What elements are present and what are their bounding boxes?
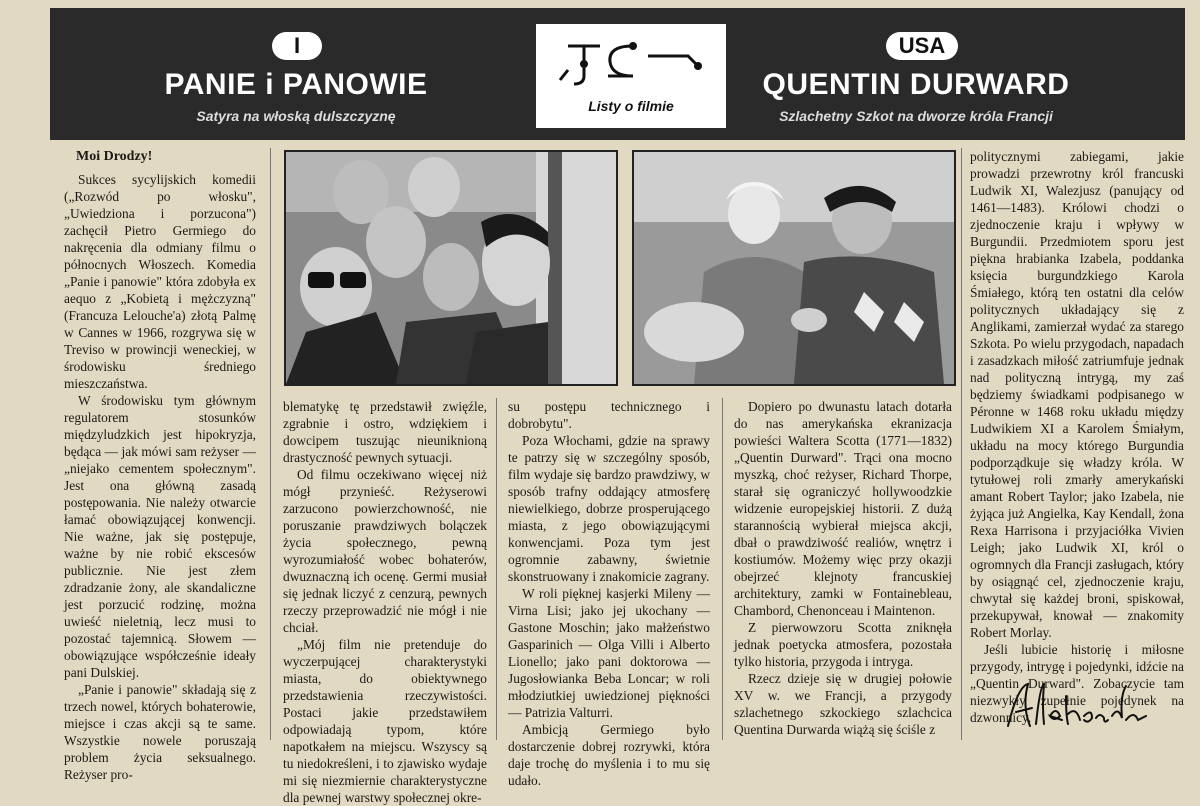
- paragraph: „Mój film nie pretenduje do wyczerpującej charakterystyki miasta, do obiektywnego przedstawienia rzeczywistości. Postaci jakie przedstawiłem odpowiadają typom, które napotkałem na miejscu. Wszyscy są tu niedokreśleni, i to zjawisko wydaje mi się niezmiernie charakterystyczne dla pewnej warstwy społecznej okre-: [283, 637, 487, 805]
- right-film-subtitle: Szlachetny Szkot na dworze króla Francji: [779, 108, 1053, 124]
- article-column-1: [64, 148, 256, 782]
- greeting: Moi Drodzy!: [76, 149, 153, 164]
- paragraph: Poza Włochami, gdzie na sprawy te patrzy się w szczególny sposób, film wydaje się bardzo prawdziwy, w sposób trafny oddający atmosferę niewielkiego, dobrze prosperującego miasta, z jego obowiązującymi konwencjami. Poza tym jest ogromnie zabawny, świetnie skonstruowany i znakomicie zagrany.: [508, 433, 710, 584]
- column-divider: [496, 398, 497, 740]
- right-film-title: QUENTIN DURWARD: [762, 68, 1070, 101]
- paragraph: Rzecz dzieje się w drugiej połowie XV w. we Francji, a przygody szlachetnego szkockiego szlachcica Quentina Durwarda wiążą się ściśle z: [734, 671, 952, 737]
- left-film-title: PANIE i PANOWIE: [164, 68, 428, 101]
- film-still-panie-i-panowie: [284, 150, 618, 386]
- column-divider: [961, 148, 962, 740]
- article-column-3: [508, 398, 710, 788]
- header-banner: [50, 8, 1185, 140]
- logo-caption: Listy o filmie: [588, 98, 674, 114]
- paragraph: politycznymi zabiegami, jakie prowadzi przewrotny król francuski Ludwik XI, Walezjusz (panujący od 1461—1483). Królowi chodzi o zjednoczenie kraju i wpływy w Burgundii. Przedmiotem sporu jest piękna hrabianka Izabela, poddanka księcia burgundzkiego Karola Śmiałego, którą ten ostatni dla celów politycznych układający się z Anglikami, zamierzał wydać za starego Szkota. Po wielu przygodach, napadach i zasadzkach miłość zatriumfuje jednak nad polityczną intrygą, my zaś będziemy świadkami podpisanego w Péronne w 1468 roku układu między Ludwikiem XI a Karolem Śmiałym, układu na mocy którego Burgundia podporządkuje się władzy króla. W tytułowej roli zmarły amerykański amant Robert Taylor; jako Izabela, nie żyjąca już Angielka, Kay Kendall, żona Rexa Harrisona i przyjaciółka Vivien Leigh; jako Ludwik XI, król o ogromnych dla Francji zasługach, który by osiągnąć cel, zjednoczenie kraju, chwytał się każdej broni, spiskował, przekupywał, knował — znakomity Robert Morlay.: [970, 149, 1184, 640]
- article-column-2: [283, 398, 487, 805]
- paragraph: Z pierwowzoru Scotta zniknęła jednak poetycka atmosfera, pozostała tylko historia, przygoda i intryga.: [734, 620, 952, 669]
- listy-o-filmie-logo: [536, 24, 726, 128]
- author-signature: [1000, 676, 1150, 736]
- column-divider: [270, 148, 271, 740]
- film-still-quentin-durward: [632, 150, 956, 386]
- paragraph: W roli pięknej kasjerki Mileny — Virna Lisi; jako jej ukochany — Gastone Moschin; jako małżeństwo Gasparinich — Olga Villi i Alberto Lionello; jako pani doktorowa — Jugosłowianka Beba Loncar; w roli młodziutkiej uwiedzionej piękności — Patrizia Valturri.: [508, 586, 710, 720]
- film-reel-logo-icon: [538, 26, 724, 96]
- article-column-4: [734, 398, 952, 740]
- paragraph: Od filmu oczekiwano więcej niż mógł przynieść. Reżyserowi zarzucono powierzchowność, nie poruszanie prawdziwych bolączek życia społecznego, pewną wyrozumiałość wobec bohaterów, dwuznaczną ich ocenę. Germi musiał się jednak liczyć z cenzurą, pewnych rzeczy przeprowadzić nie mógł i nie chciał.: [283, 467, 487, 635]
- knight-and-lady-photo-icon: [634, 152, 954, 384]
- paragraph: Dopiero po dwunastu latach dotarła do nas amerykańska ekranizacja powieści Waltera Scotta (1771—1832) „Quentin Durward". Trąci ona mocno myszką, choć reżyser, Richard Thorpe, starał się ograniczyć hollywoodzkie widzenie europejskiej historii. Z dużą starannością wybierał miejsca akcji, dbał o prawdziwość realiów, wnętrz i kostiumów. Możemy więc przy okazji obejrzeć klejnoty francuskiej architektury, zamki w Fontainebleau, Chambord, Chenonceau i Maintenon.: [734, 399, 952, 618]
- column-divider: [722, 398, 723, 740]
- country-badge: USA: [886, 32, 958, 60]
- paragraph: Sukces sycylijskich komedii („Rozwód po włosku", „Uwiedziona i porzucona") zachęcił Pietro Germiego do nakręcenia dla odmiany filmu o północnych Włoszech. Komedia „Panie i panowie" która zdobyła ex aequo z „Kobietą i mężczyzną" (Francuza Lelouche'a) złotą Palmę w Cannes w 1966, rozgrywa się w Treviso w prowincji weneckiej, w środowisku średniego mieszczaństwa.: [64, 172, 256, 391]
- paragraph: Jeśli lubicie historię i miłosne przygody, intrygę i pojedynki, idźcie na „Quentin Durward". Zobaczycie tam niezwykły zupełnie pojedynek na dzwonnicy.: [970, 642, 1184, 725]
- left-film-subtitle: Satyra na włoską dulszczyznę: [196, 108, 396, 124]
- paragraph: „Panie i panowie" składają się z trzech nowel, których bohaterowie, miejsce i czas akcji są te same. Wszystkie nowele poruszają problem życia seksualnego. Reżyser pro-: [64, 682, 256, 782]
- paragraph: blematykę tę przedstawił zwięźle, zgrabnie i ostro, wdziękiem i dowcipem tuszując nieuniknioną drastyczność pewnych sytuacji.: [283, 399, 487, 465]
- article-column-5: [970, 148, 1184, 725]
- article-number-badge: I: [272, 32, 322, 60]
- handwritten-signature-icon: [1000, 676, 1150, 736]
- men-group-photo-icon: [286, 152, 616, 384]
- paragraph: Ambicją Germiego było dostarczenie dobrej rozrywki, która daje trochę do myślenia i to mu się udało.: [508, 722, 710, 788]
- paragraph: W środowisku tym głównym regulatorem stosunków międzyludzkich jest hipokryzja, będąca — jak mówi sam reżyser — „niejako cementem społecznym". Jest ona główną zasadą postępowania. Nie należy otwarcie łamać obowiązującej konwencji. Nie ważne, jak się postępuje, ważne by nie robić ekscesów publicznie. Nie jest złem zdradzanie żony, ale skandaliczne jest porzucić rodzinę, można uwieść nieletnią, lecz musi to pozostać tajemnicą. Słowem — obowiązujące współcześnie ideały pani Dulskiej.: [64, 393, 256, 680]
- paragraph: su postępu technicznego i dobrobytu".: [508, 399, 710, 431]
